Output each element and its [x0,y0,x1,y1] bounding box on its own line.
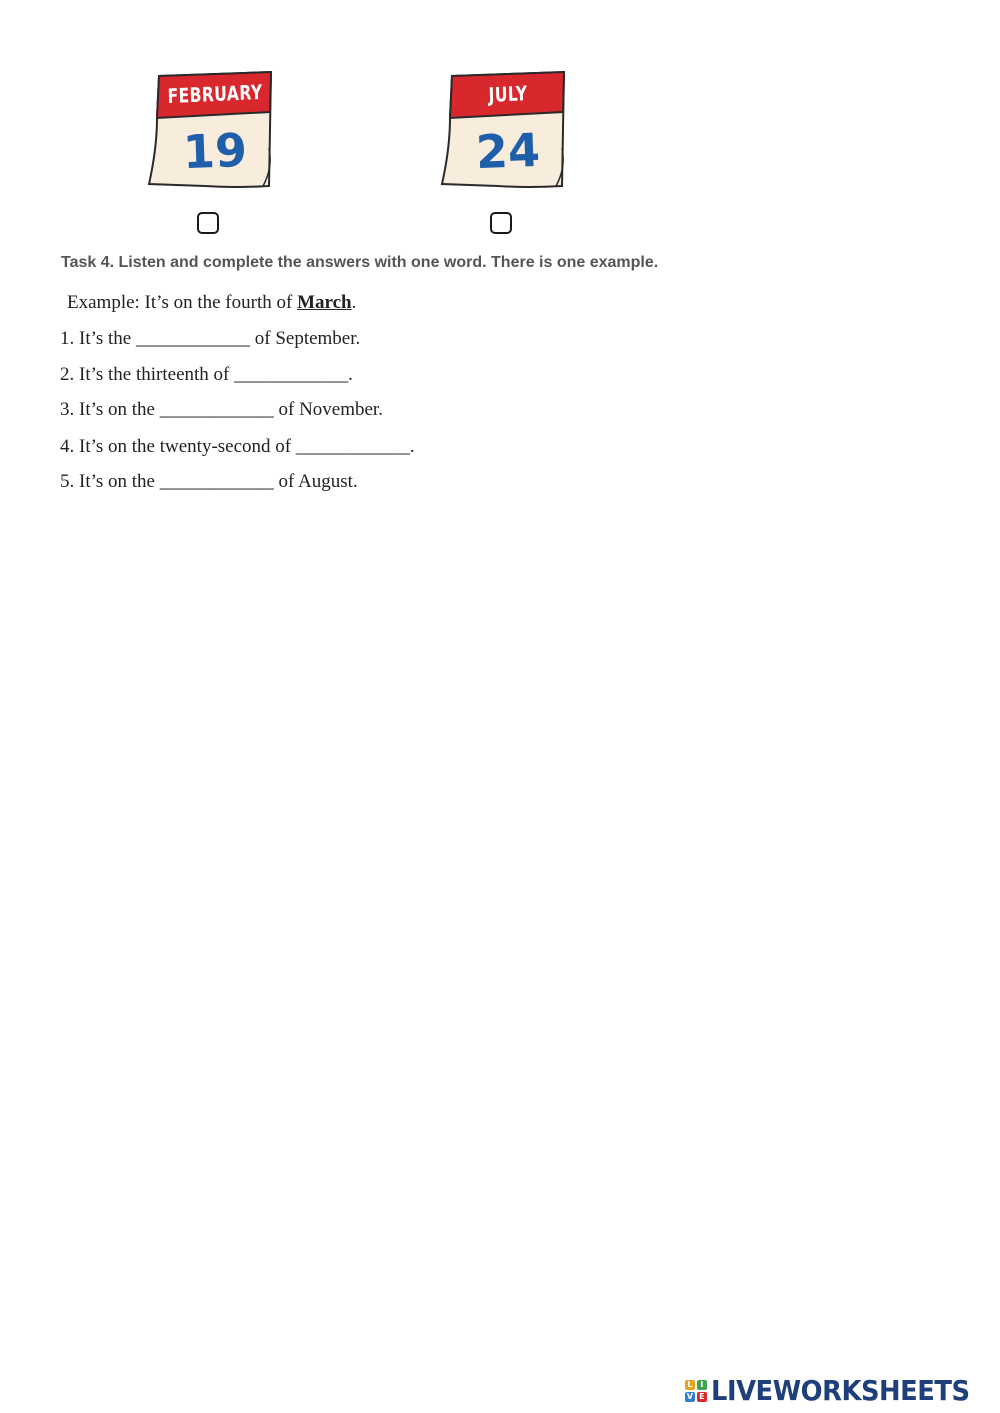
calendar-month: FEBRUARY [167,79,263,109]
question-5[interactable]: 5. It’s on the ____________ of August. [60,471,358,492]
logo-tile: L [685,1380,695,1390]
question-1[interactable]: 1. It’s the ____________ of September. [60,328,361,349]
calendar-day: 19 [182,122,248,180]
task-title: Task 4. Listen and complete the answers with one word. There is one example. [61,254,659,271]
logo-tile: I [697,1380,707,1390]
logo-tile: E [697,1392,707,1402]
calendar-month: JULY [488,81,528,107]
question-3[interactable]: 3. It’s on the ____________ of November. [60,399,383,420]
logo-tile: V [686,1391,693,1401]
question-4[interactable]: 4. It’s on the twenty-second of ____________. [60,436,415,457]
calendar-july [438,68,578,198]
calendar-day: 24 [475,122,541,180]
logo-text: LIVEWORKSHEETS [710,1374,970,1407]
logo-tiles-icon [685,1380,707,1402]
calendar-february [145,68,285,198]
liveworksheets-logo [685,1374,992,1407]
example-prefix: Example: It’s on the fourth of [67,292,298,313]
checkbox-february[interactable] [197,212,219,234]
checkbox-july[interactable] [490,212,512,234]
example-answer: March [297,292,352,313]
question-2[interactable]: 2. It’s the thirteenth of ____________. [60,364,353,385]
example-line [67,292,356,314]
example-suffix: . [351,292,357,313]
